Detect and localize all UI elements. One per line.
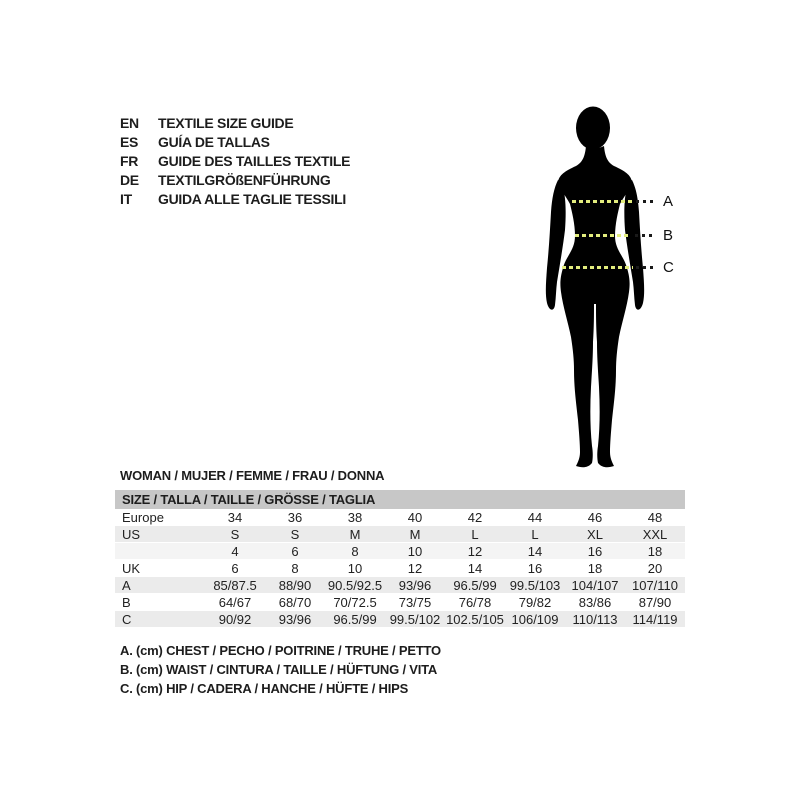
- size-cell: 99.5/102: [389, 612, 441, 627]
- size-cell: 93/96: [278, 612, 312, 627]
- size-cell: 14: [467, 561, 483, 576]
- table-row-us-numeric: [115, 543, 685, 560]
- language-row-de: [120, 171, 350, 190]
- size-cell: 96.5/99: [333, 612, 377, 627]
- size-cell: 70/72.5: [333, 595, 377, 610]
- language-row-es: [120, 133, 350, 152]
- size-cell: 68/70: [278, 595, 312, 610]
- size-cell: 79/82: [518, 595, 552, 610]
- size-cell: 10: [407, 544, 423, 559]
- size-cell: 8: [291, 561, 299, 576]
- size-cell: 87/90: [638, 595, 672, 610]
- size-cell: 102.5/105: [446, 612, 504, 627]
- row-label: C: [122, 612, 132, 627]
- size-cell: 76/78: [458, 595, 492, 610]
- language-title-list: [120, 114, 350, 209]
- language-code: DE: [120, 172, 139, 188]
- size-cell: 40: [407, 510, 423, 525]
- guide-title: GUÍA DE TALLAS: [158, 134, 270, 150]
- size-cell: 10: [347, 561, 363, 576]
- row-label: A: [122, 578, 131, 593]
- size-cell: 20: [647, 561, 663, 576]
- guide-title: TEXTILE SIZE GUIDE: [158, 115, 294, 131]
- size-cell: 93/96: [398, 578, 432, 593]
- row-label: US: [122, 527, 141, 542]
- guide-title: GUIDA ALLE TAGLIE TESSILI: [158, 191, 346, 207]
- size-cell: M: [409, 527, 421, 542]
- size-cell: 12: [407, 561, 423, 576]
- language-code: EN: [120, 115, 139, 131]
- row-label: UK: [122, 561, 141, 576]
- size-cell: 96.5/99: [453, 578, 497, 593]
- hip-dash-line: [562, 266, 633, 269]
- size-cell: 18: [587, 561, 603, 576]
- size-cell: 104/107: [571, 578, 619, 593]
- gender-title: WOMAN / MUJER / FEMME / FRAU / DONNA: [120, 468, 385, 483]
- table-row-hip: [115, 611, 685, 628]
- size-cell: XL: [587, 527, 603, 542]
- size-cell: 12: [467, 544, 483, 559]
- row-label: B: [122, 595, 131, 610]
- size-cell: L: [531, 527, 539, 542]
- size-cell: 99.5/103: [509, 578, 561, 593]
- size-cell: 90.5/92.5: [327, 578, 383, 593]
- size-cell: 73/75: [398, 595, 432, 610]
- size-cell: 6: [231, 561, 239, 576]
- table-row-europe: [115, 509, 685, 526]
- chest-dash-leader: [636, 200, 657, 203]
- language-code: IT: [120, 191, 132, 207]
- size-table: [115, 490, 685, 628]
- size-cell: 64/67: [218, 595, 252, 610]
- hip-marker-label: C: [663, 259, 674, 276]
- language-row-fr: [120, 152, 350, 171]
- size-cell: 42: [467, 510, 483, 525]
- size-cell: 16: [587, 544, 603, 559]
- legend-waist: B. (cm) WAIST / CINTURA / TAILLE / HÜFTUNG / VITA: [120, 662, 438, 677]
- size-cell: 48: [647, 510, 663, 525]
- size-cell: 34: [227, 510, 243, 525]
- legend-chest: A. (cm) CHEST / PECHO / POITRINE / TRUHE / PETTO: [120, 643, 441, 658]
- table-row-uk: [115, 560, 685, 577]
- size-cell: 8: [351, 544, 359, 559]
- size-cell: 4: [231, 544, 239, 559]
- size-cell: 6: [291, 544, 299, 559]
- size-table-header: SIZE / TALLA / TAILLE / GRÖSSE / TAGLIA: [115, 490, 685, 509]
- language-code: ES: [120, 134, 139, 150]
- size-cell: 114/119: [632, 612, 678, 627]
- waist-dash-line: [575, 234, 628, 237]
- size-cell: 83/86: [578, 595, 612, 610]
- size-cell: 110/113: [572, 612, 618, 627]
- size-cell: S: [290, 527, 300, 542]
- size-cell: XXL: [642, 527, 668, 542]
- table-row-us: [115, 526, 685, 543]
- size-cell: 36: [287, 510, 303, 525]
- measurement-legend: [120, 641, 441, 698]
- guide-title: TEXTILGRÖßENFÜHRUNG: [158, 172, 331, 188]
- size-cell: 38: [347, 510, 363, 525]
- size-cell: M: [349, 527, 361, 542]
- size-cell: 16: [527, 561, 543, 576]
- row-label: Europe: [122, 510, 164, 525]
- language-row-it: [120, 190, 350, 209]
- hip-dash-leader: [636, 266, 656, 269]
- size-cell: 46: [587, 510, 603, 525]
- chest-dash-line: [572, 200, 633, 203]
- woman-silhouette-figure: [538, 102, 650, 468]
- size-cell: L: [471, 527, 479, 542]
- size-cell: S: [230, 527, 240, 542]
- chest-marker-label: A: [663, 193, 674, 210]
- size-cell: 14: [527, 544, 543, 559]
- size-cell: 107/110: [631, 578, 679, 593]
- waist-marker-label: B: [663, 227, 674, 244]
- size-cell: 85/87.5: [213, 578, 257, 593]
- size-cell: 18: [647, 544, 663, 559]
- table-row-chest: [115, 577, 685, 594]
- size-cell: 90/92: [218, 612, 252, 627]
- language-code: FR: [120, 153, 139, 169]
- size-cell: 44: [527, 510, 543, 525]
- legend-hip: C. (cm) HIP / CADERA / HANCHE / HÜFTE / HIPS: [120, 681, 409, 696]
- size-cell: 106/109: [511, 612, 559, 627]
- woman-silhouette-icon: [538, 102, 650, 468]
- size-cell: 88/90: [278, 578, 312, 593]
- table-row-waist: [115, 594, 685, 611]
- language-row-en: [120, 114, 350, 133]
- row-label: [115, 543, 205, 559]
- waist-dash-leader: [635, 234, 656, 237]
- guide-title: GUIDE DES TAILLES TEXTILE: [158, 153, 351, 169]
